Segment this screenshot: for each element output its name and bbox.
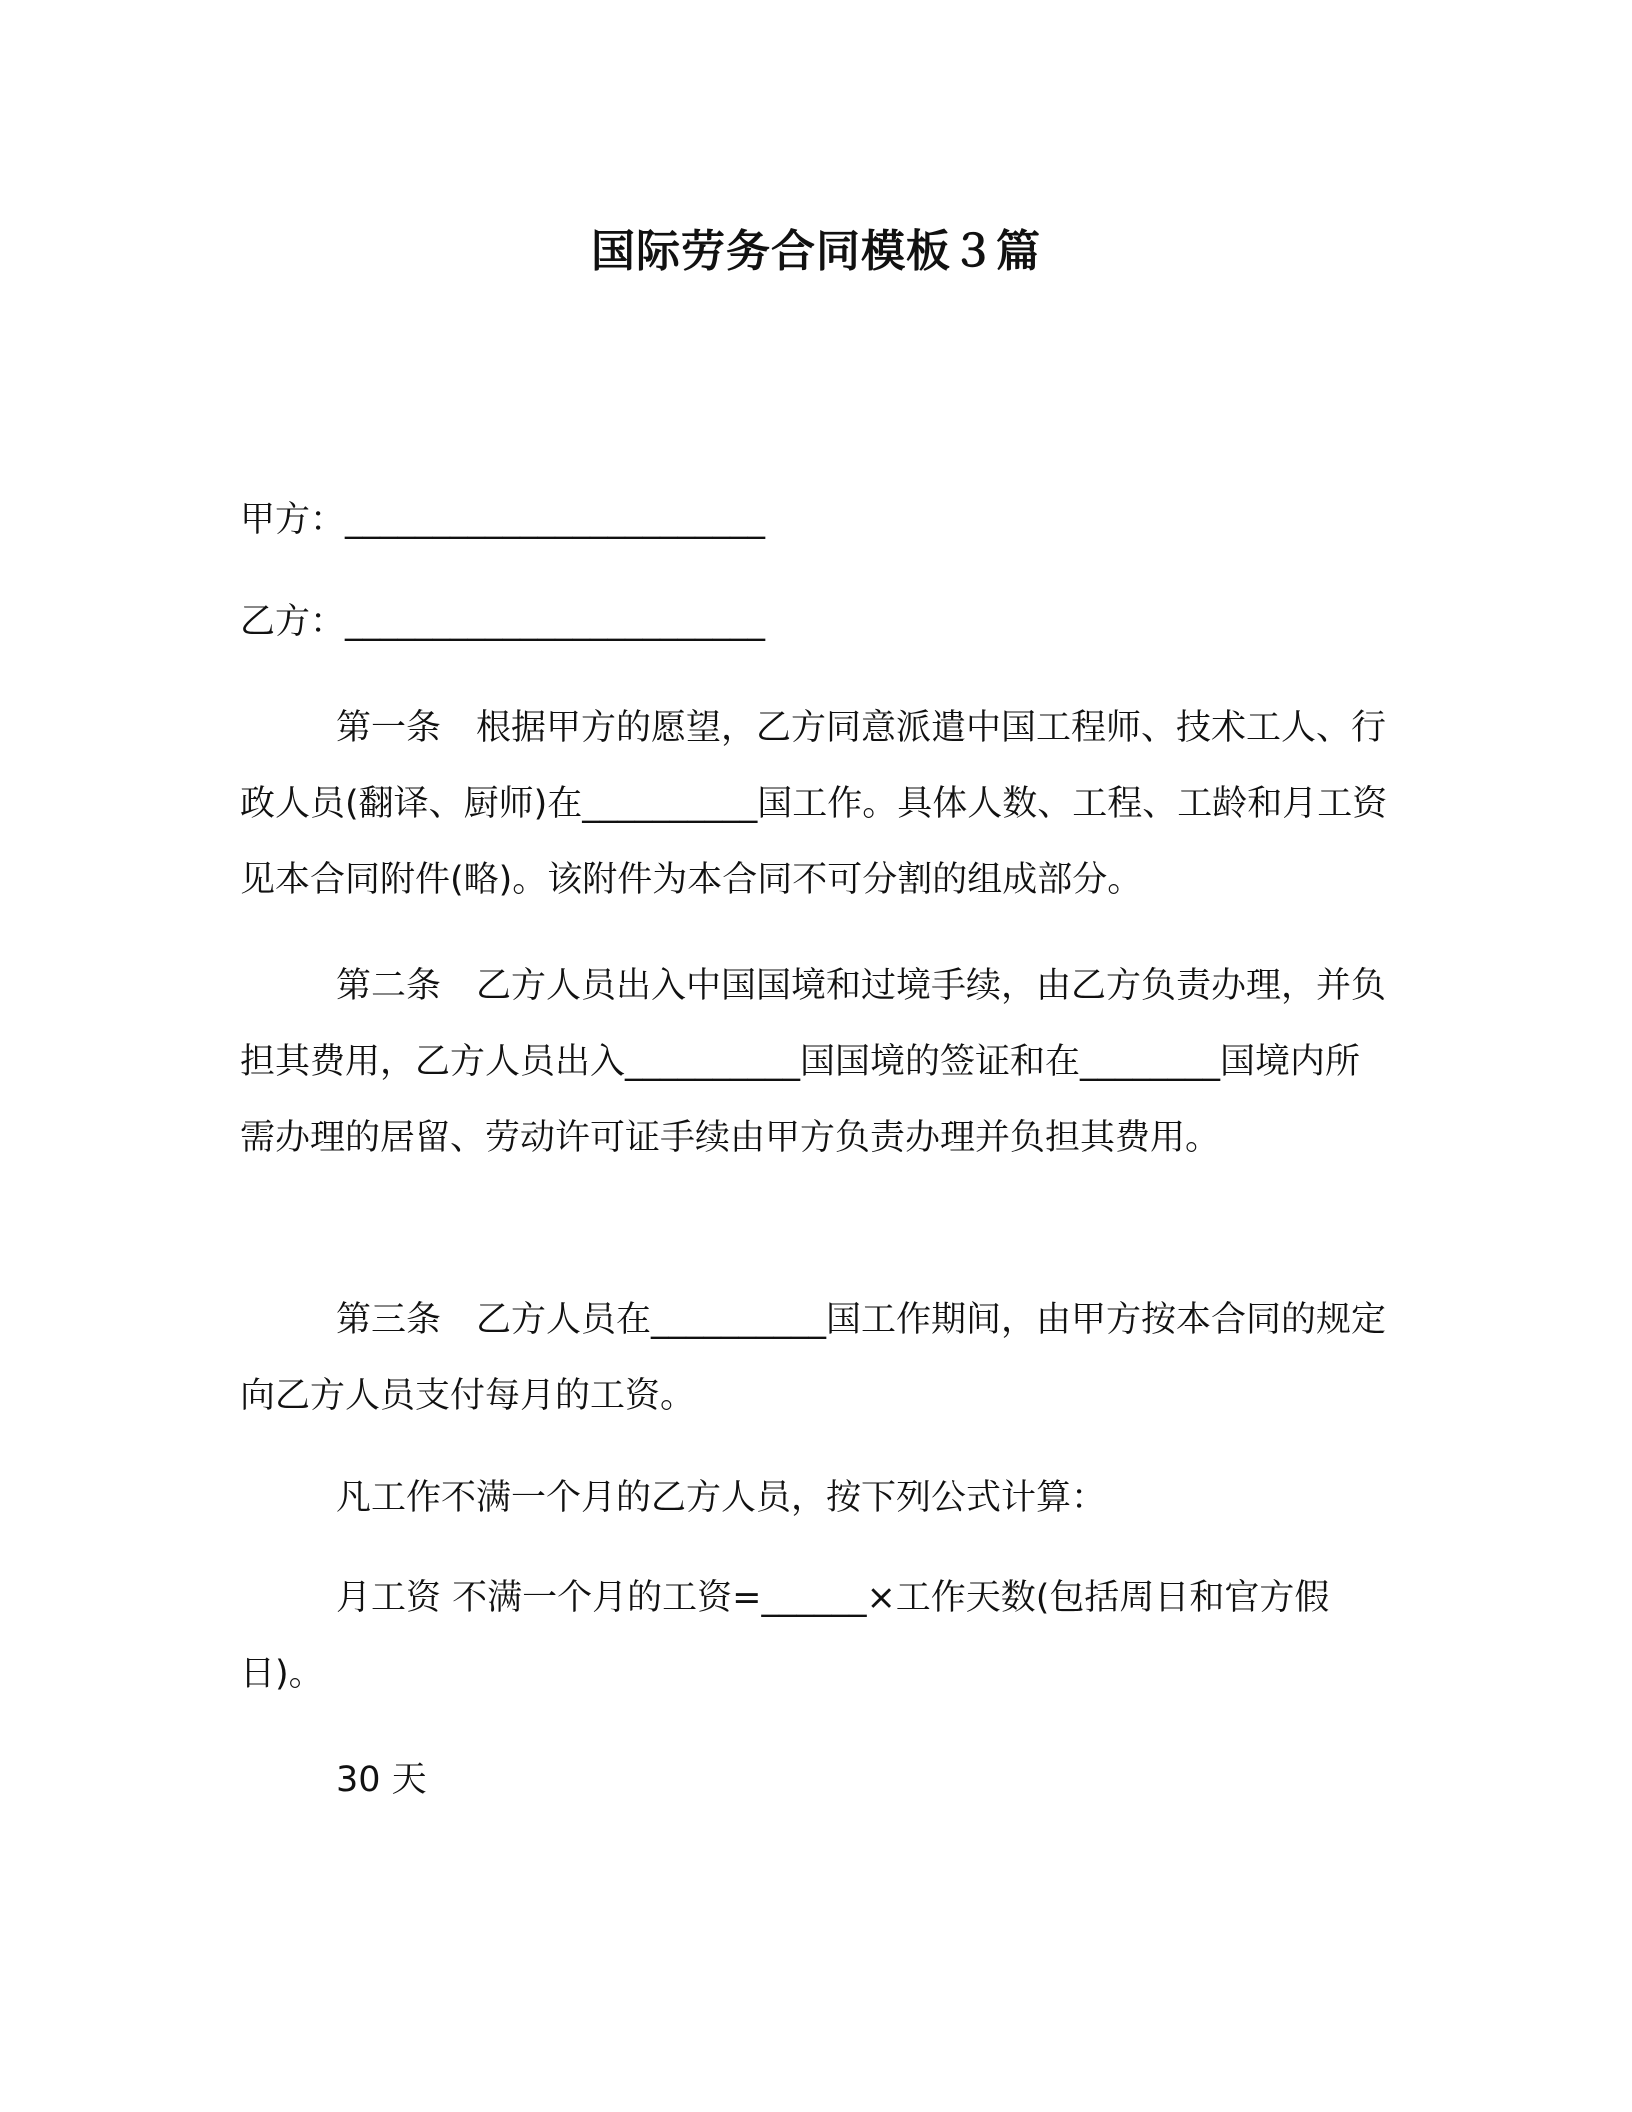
formula-intro-paragraph: 凡工作不满一个月的乙方人员，按下列公式计算： (336, 1478, 1107, 1518)
formula-paragraph: 月工资 不满一个月的工资=______×工作天数(包括周日和官方假日)。 (240, 1578, 1330, 1694)
article-1-paragraph: 第一条 根据甲方的愿望，乙方同意派遣中国工程师、技术工人、行政人员(翻译、厨师)在__________国工作。具体人数、工程、工龄和月工资见本合同附件(略)。该附件为本合同不可分割的组成部分。 (240, 708, 1388, 900)
party-b-line: 乙方：________________________ (240, 602, 766, 642)
article-3-paragraph: 第三条 乙方人员在__________国工作期间，由甲方按本合同的规定向乙方人员支付每月的工资。 (240, 1300, 1387, 1416)
party-a-line: 甲方：________________________ (240, 500, 766, 540)
document-title: 国际劳务合同模板３篇 (591, 226, 1041, 277)
article-2-paragraph: 第二条 乙方人员出入中国国境和过境手续，由乙方负责办理，并负担其费用，乙方人员出入__________国国境的签证和在________国境内所需办理的居留、劳动许可证手续由甲方负责办理并负担其费用。 (240, 966, 1387, 1158)
days-label: 30 天 (336, 1760, 427, 1800)
